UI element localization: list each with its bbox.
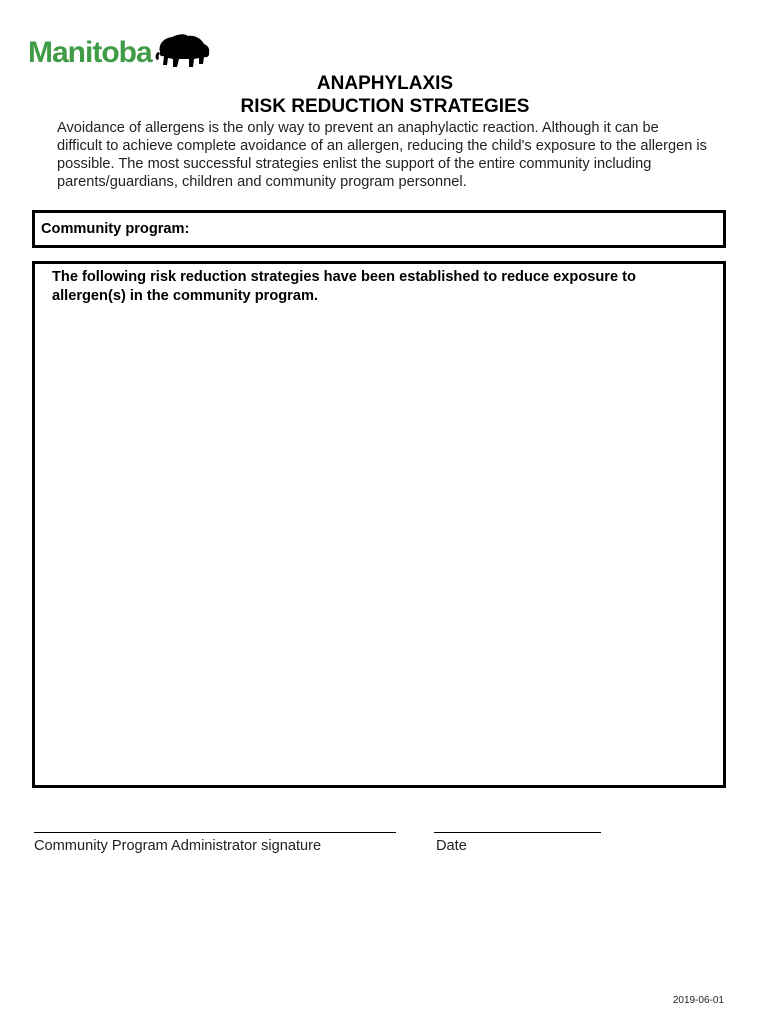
form-date-code: 2019-06-01 — [672, 995, 724, 1006]
community-program-label: Community program: — [41, 221, 190, 237]
date-label: Date — [436, 838, 467, 854]
risk-reduction-strategies-field[interactable] — [32, 261, 726, 788]
bison-icon — [154, 32, 212, 70]
manitoba-logo — [28, 32, 214, 72]
logo-wordmark: Manitoba — [28, 36, 152, 69]
page-title: ANAPHYLAXIS — [316, 73, 454, 94]
admin-signature-label: Community Program Administrator signature — [34, 838, 322, 854]
community-program-field[interactable] — [32, 210, 726, 248]
strategies-label: The following risk reduction strategies have been established to reduce exposure to allergen(s) in the community program. — [52, 269, 636, 304]
admin-signature-line[interactable] — [34, 832, 396, 833]
date-line[interactable] — [434, 832, 601, 833]
page-subtitle: RISK REDUCTION STRATEGIES — [240, 96, 530, 117]
intro-paragraph: Avoidance of allergens is the only way to prevent an anaphylactic reaction. Although it can be difficult to achieve complete avoidance of an allergen, reducing the child's exposure to the allergen is possible. The most successful strategies enlist the support of the entire community including parents/guardians, children and community program personnel. — [57, 120, 707, 190]
